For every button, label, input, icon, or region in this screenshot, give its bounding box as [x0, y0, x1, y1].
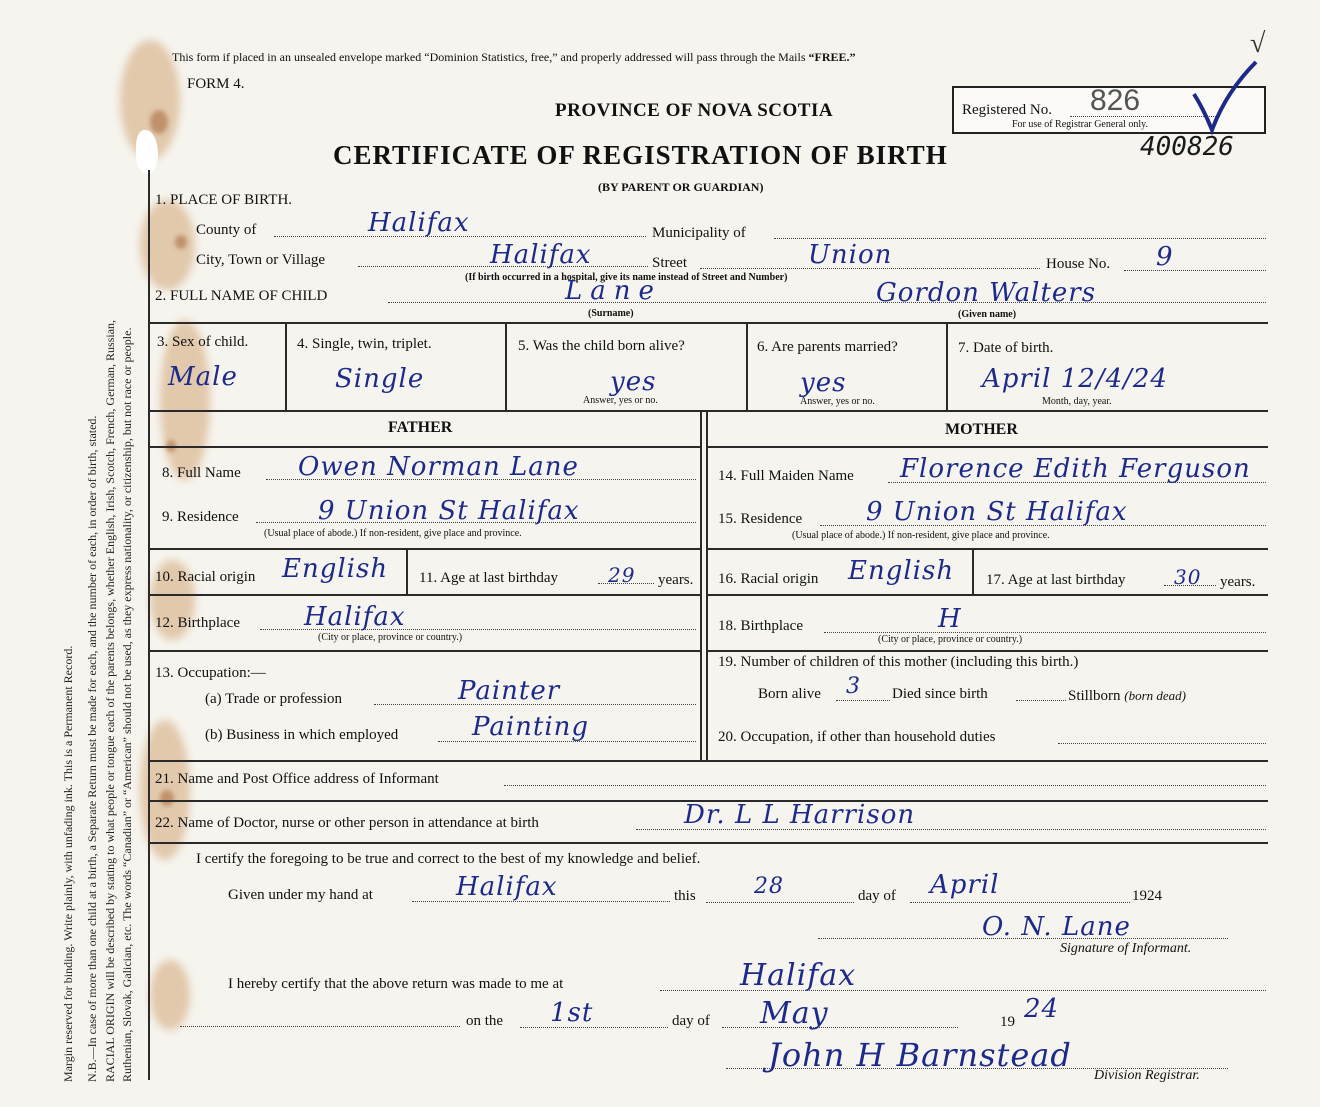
- hospital-note: (If birth occurred in a hospital, give its name instead of Street and Number): [465, 272, 788, 283]
- died-line: [1016, 700, 1066, 701]
- registrar-month-value: May: [760, 996, 829, 1031]
- registrar-year-prefix: 19: [1000, 1014, 1015, 1030]
- date-caption: Month, day, year.: [1042, 396, 1112, 407]
- registrar-signature: John H Barnstead: [768, 1036, 1072, 1074]
- given-place-value: Halifax: [456, 872, 558, 902]
- mother-rule: [706, 446, 1268, 448]
- mother-heading: MOTHER: [945, 421, 1018, 438]
- doctor-value: Dr. L L Harrison: [684, 800, 916, 830]
- father-heading: FATHER: [388, 419, 453, 436]
- doctor-label: 22. Name of Doctor, nurse or other person in attendance at birth: [155, 815, 539, 831]
- father-residence-label: 9. Residence: [162, 509, 239, 525]
- municipality-line: [774, 238, 1266, 239]
- house-line: [1124, 270, 1266, 271]
- city-label: City, Town or Village: [196, 252, 326, 268]
- field-divider: [406, 548, 408, 594]
- street-label: Street: [652, 255, 687, 271]
- father-rule: [148, 548, 700, 550]
- municipality-label: Municipality of: [652, 225, 746, 241]
- given-day-value: 28: [754, 874, 784, 899]
- mother-occupation-label: 20. Occupation, if other than household duties: [718, 729, 996, 745]
- grid-divider: [746, 322, 748, 410]
- registered-label: Registered No.: [962, 102, 1052, 118]
- mother-name-value: Florence Edith Ferguson: [900, 454, 1251, 484]
- mother-occupation-line: [1058, 743, 1266, 744]
- child-name-label: 2. FULL NAME OF CHILD: [155, 288, 328, 304]
- province-heading: PROVINCE OF NOVA SCOTIA: [555, 100, 834, 121]
- alive-label: 5. Was the child born alive?: [518, 338, 685, 354]
- married-value: yes: [800, 368, 847, 398]
- margin-note-2: N.B.—In case of more than one child at a birth, a Separate Return must be made for each, and the number of each, in order of birth, stated.: [85, 415, 99, 1082]
- mother-residence-label: 15. Residence: [718, 511, 803, 527]
- father-birthplace-label: 12. Birthplace: [155, 615, 240, 631]
- child-surname: Lane: [565, 276, 662, 306]
- informant-line: [504, 785, 1266, 786]
- informant-label: 21. Name and Post Office address of Informant: [155, 771, 439, 787]
- father-rule: [148, 650, 700, 652]
- married-label: 6. Are parents married?: [757, 339, 898, 355]
- alive-caption: Answer, yes or no.: [583, 395, 658, 406]
- father-residence-caption: (Usual place of abode.) If non-resident, give place and province.: [264, 528, 522, 539]
- grid-divider: [946, 322, 948, 410]
- certificate-subtitle: (BY PARENT OR GUARDIAN): [598, 180, 764, 194]
- father-age-value: 29: [608, 563, 636, 587]
- registrar-year-suffix: 24: [1024, 994, 1060, 1024]
- grid-bottom-rule: [148, 410, 1268, 412]
- multiple-label: 4. Single, twin, triplet.: [297, 336, 432, 352]
- registrar-month-line: [722, 1027, 958, 1028]
- county-label: County of: [196, 222, 257, 238]
- informant-signature-line: [818, 938, 1228, 939]
- section-rule: [148, 842, 1268, 844]
- mother-birthplace-value: H: [938, 604, 962, 634]
- this-label: this: [674, 888, 696, 904]
- stain: [175, 235, 187, 249]
- margin-rule: [148, 170, 150, 1080]
- mother-rule: [706, 594, 1268, 596]
- stamp-number: 400826: [1140, 132, 1234, 162]
- registrar-town-line: [180, 1026, 460, 1027]
- house-value: 9: [1156, 242, 1174, 272]
- father-racial-label: 10. Racial origin: [155, 569, 256, 585]
- given-caption: (Given name): [958, 309, 1017, 320]
- mother-racial-value: English: [848, 556, 955, 586]
- date-label: 7. Date of birth.: [958, 340, 1054, 356]
- child-name-line: [388, 302, 1266, 303]
- given-month-value: April: [930, 870, 1000, 900]
- trade-value: Painter: [458, 676, 561, 706]
- column-divider: [706, 410, 708, 760]
- mother-age-label: 17. Age at last birthday: [986, 572, 1126, 588]
- father-birthplace-value: Halifax: [304, 602, 406, 632]
- father-occupation-label: 13. Occupation:—: [155, 665, 266, 681]
- registrar-signature-caption: Division Registrar.: [1094, 1068, 1200, 1083]
- mother-residence-value: 9 Union St Halifax: [866, 497, 1128, 527]
- business-value: Painting: [472, 712, 590, 742]
- given-month-line: [910, 902, 1130, 903]
- form-number: FORM 4.: [187, 76, 245, 92]
- day-of-label: day of: [858, 888, 896, 904]
- born-alive-line: [836, 700, 890, 701]
- mother-residence-caption: (Usual place of abode.) If non-resident, give place and province.: [792, 530, 1050, 541]
- registrar-day-value: 1st: [550, 998, 594, 1028]
- father-name-value: Owen Norman Lane: [298, 452, 579, 482]
- registered-number: 826: [1090, 84, 1141, 117]
- grid-top-rule: [148, 322, 1268, 324]
- mother-years: years.: [1220, 574, 1256, 590]
- city-value: Halifax: [490, 240, 592, 270]
- business-label: (b) Business in which employed: [205, 727, 399, 743]
- date-value: April 12/4/24: [982, 364, 1168, 394]
- married-caption: Answer, yes or no.: [800, 396, 875, 407]
- stain: [160, 790, 174, 806]
- father-age-label: 11. Age at last birthday: [419, 570, 558, 586]
- registrar-place-value: Halifax: [740, 958, 857, 993]
- given-day-line: [706, 902, 854, 903]
- mother-rule: [706, 548, 1268, 550]
- surname-caption: (Surname): [588, 308, 634, 319]
- postal-notice: This form if placed in an unsealed envelope marked “Dominion Statistics, free,” and properly addressed will pass through the Mails “FREE.”: [172, 50, 856, 64]
- column-divider: [700, 410, 702, 760]
- given-year: 1924: [1132, 888, 1162, 904]
- stain: [150, 110, 168, 134]
- stain: [150, 960, 190, 1030]
- field-divider: [972, 548, 974, 594]
- county-value: Halifax: [368, 208, 470, 238]
- registrar-day-line: [520, 1027, 668, 1028]
- sex-label: 3. Sex of child.: [157, 334, 249, 350]
- mother-age-value: 30: [1174, 565, 1202, 589]
- born-alive-label: Born alive: [758, 686, 821, 702]
- child-given-name: Gordon Walters: [876, 278, 1097, 308]
- checkmark-icon: [1190, 58, 1260, 138]
- stillborn-text: Stillborn: [1068, 688, 1121, 704]
- informant-signature-caption: Signature of Informant.: [1060, 941, 1192, 956]
- grid-divider: [285, 322, 287, 410]
- registrar-statement: I hereby certify that the above return was made to me at: [228, 976, 564, 992]
- children-label: 19. Number of children of this mother (including this birth.): [718, 654, 1079, 670]
- multiple-value: Single: [335, 364, 425, 394]
- sex-value: Male: [168, 362, 238, 392]
- died-label: Died since birth: [892, 686, 988, 702]
- born-alive-value: 3: [846, 674, 861, 699]
- father-birthplace-caption: (City or place, province or country.): [318, 632, 463, 643]
- mother-birthplace-line: [824, 632, 1266, 633]
- father-years: years.: [658, 572, 694, 588]
- registrar-note: For use of Registrar General only.: [1012, 119, 1148, 130]
- grid-divider: [505, 322, 507, 410]
- stillborn-note: (born dead): [1124, 688, 1187, 703]
- mother-rule: [706, 650, 1268, 652]
- mother-birthplace-label: 18. Birthplace: [718, 618, 803, 634]
- father-rule: [148, 446, 700, 448]
- mother-name-label: 14. Full Maiden Name: [718, 468, 854, 484]
- informant-signature: O. N. Lane: [982, 912, 1131, 942]
- place-section-label: 1. PLACE OF BIRTH.: [155, 192, 293, 208]
- father-racial-value: English: [282, 554, 389, 584]
- father-rule: [148, 594, 700, 596]
- margin-note-4: Ruthenian, Slovak, Galician, etc. The words “Canadian” or “American” should not be used, as they express nationality, or citizenship, but not race or people.: [120, 327, 134, 1082]
- alive-value: yes: [610, 367, 657, 397]
- certificate-title: CERTIFICATE OF REGISTRATION OF BIRTH: [333, 140, 948, 170]
- registrar-day-of-label: day of: [672, 1013, 710, 1029]
- stillborn-label: [1068, 688, 1186, 705]
- paper-hole: [136, 130, 158, 174]
- corner-mark: √: [1250, 28, 1266, 59]
- house-label: House No.: [1046, 256, 1111, 272]
- section-rule: [148, 760, 1268, 762]
- on-the-label: on the: [466, 1013, 504, 1029]
- margin-note-1: Margin reserved for binding. Write plainly, with unfading ink. This is a Permanent Record.: [61, 645, 75, 1082]
- father-name-label: 8. Full Name: [162, 465, 241, 481]
- street-value: Union: [808, 240, 893, 270]
- given-under-label: Given under my hand at: [228, 887, 373, 903]
- father-residence-value: 9 Union St Halifax: [318, 496, 580, 526]
- mother-birthplace-caption: (City or place, province or country.): [878, 634, 1023, 645]
- trade-label: (a) Trade or profession: [205, 691, 343, 707]
- certification-statement: I certify the foregoing to be true and correct to the best of my knowledge and belief.: [196, 851, 701, 867]
- margin-note-3: RACIAL ORIGIN will be described by stating to what people or tongue each of the parents belongs, whether English, Irish, Scotch, French, German, Russian,: [103, 319, 117, 1082]
- mother-racial-label: 16. Racial origin: [718, 571, 819, 587]
